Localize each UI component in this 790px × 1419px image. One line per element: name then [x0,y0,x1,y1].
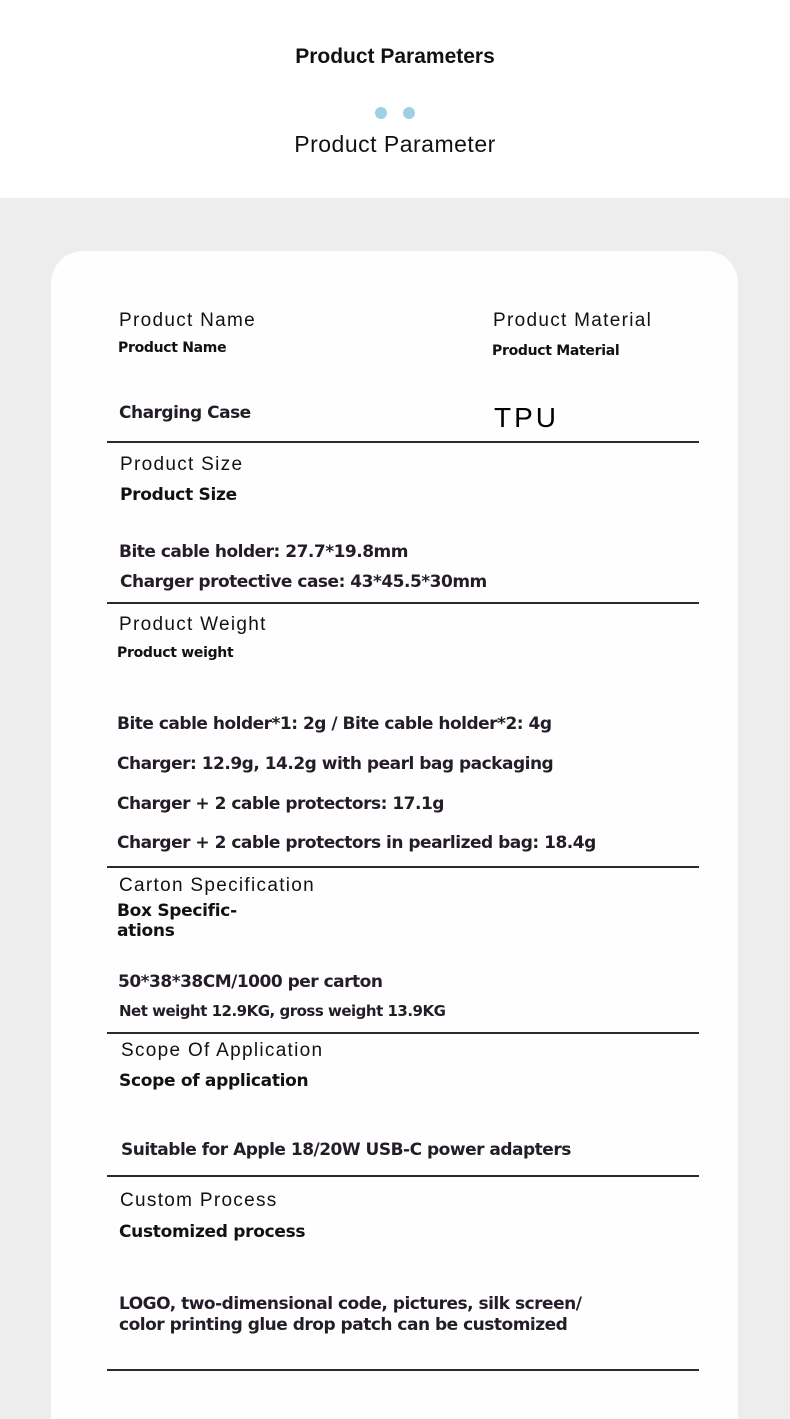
page-header [0,0,790,198]
product-weight-value: Charger + 2 cable protectors in pearlized bag: 18.4g [117,833,596,853]
divider [107,1369,699,1371]
custom-process-label: Customized process [119,1222,306,1242]
carton-spec-heading: Carton Specification [119,875,316,896]
product-material-value: TPU [494,402,559,433]
page-subtitle: Product Parameter [294,131,496,157]
product-weight-value: Bite cable holder*1: 2g / Bite cable holder*2: 4g [117,714,552,734]
custom-process-heading: Custom Process [120,1190,278,1211]
divider [107,441,699,443]
carton-spec-value: 50*38*38CM/1000 per carton [118,972,383,992]
dot-icon [375,107,387,119]
page-title: Product Parameters [295,45,495,68]
product-weight-heading: Product Weight [119,614,267,635]
carton-spec-value: Net weight 12.9KG, gross weight 13.9KG [119,1002,446,1020]
divider [107,1175,699,1177]
dot-icon [403,107,415,119]
product-weight-label: Product weight [117,645,234,661]
scope-heading: Scope Of Application [121,1040,324,1061]
product-name-value: Charging Case [119,403,251,423]
decorative-dots [0,107,790,119]
custom-process-value: color printing glue drop patch can be customized [119,1315,568,1335]
carton-spec-label: ations [117,921,175,941]
product-name-heading: Product Name [119,310,257,331]
divider [107,866,699,868]
product-size-label: Product Size [120,485,237,505]
product-material-heading: Product Material [493,310,653,331]
product-size-heading: Product Size [120,454,244,475]
product-weight-value: Charger: 12.9g, 14.2g with pearl bag packaging [117,754,554,774]
divider [107,1032,699,1034]
product-name-label: Product Name [118,340,227,356]
scope-label: Scope of application [119,1071,309,1091]
product-size-value: Bite cable holder: 27.7*19.8mm [119,542,408,562]
divider [107,602,699,604]
scope-value: Suitable for Apple 18/20W USB-C power adapters [121,1140,571,1160]
product-material-label: Product Material [492,343,620,359]
product-size-value: Charger protective case: 43*45.5*30mm [120,572,487,592]
product-weight-value: Charger + 2 cable protectors: 17.1g [117,794,444,814]
custom-process-value: LOGO, two-dimensional code, pictures, silk screen/ [119,1294,582,1314]
carton-spec-label: Box Specific- [117,901,237,921]
